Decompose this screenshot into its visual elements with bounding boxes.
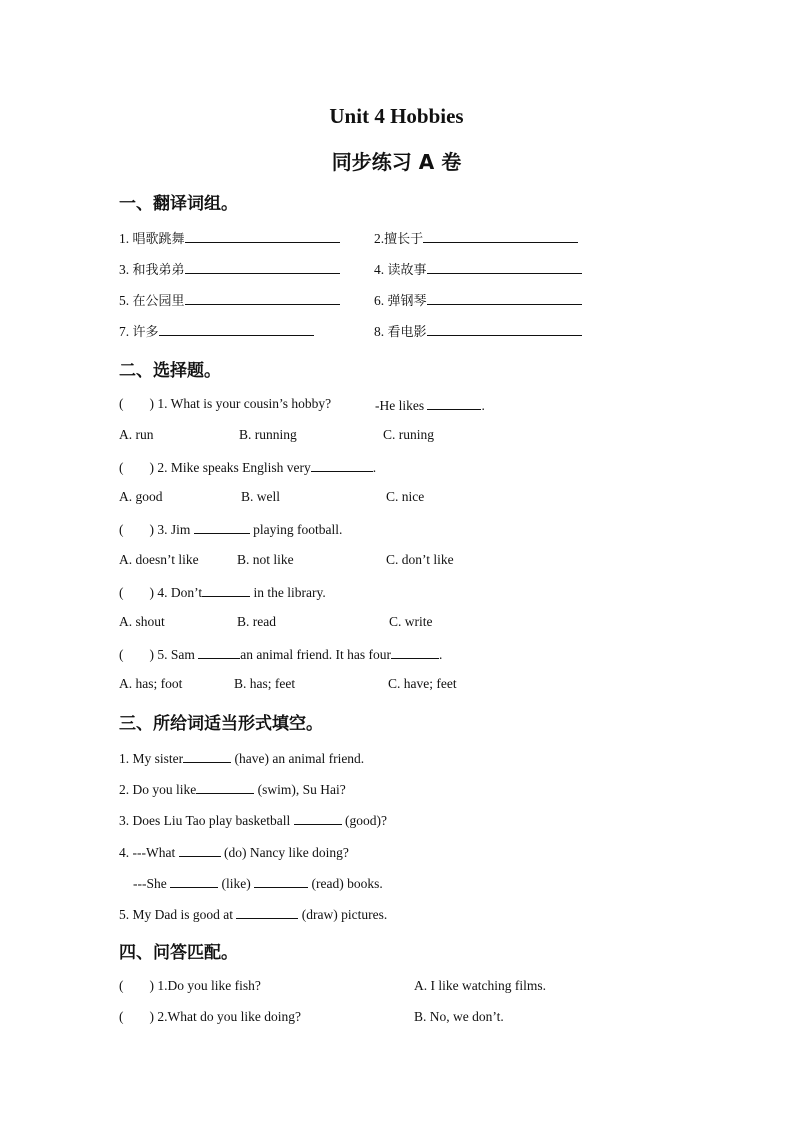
answer-paren-close: )	[149, 647, 154, 662]
item-text: 弹钢琴	[387, 294, 427, 309]
item-text: 唱歌跳舞	[132, 232, 185, 247]
translate-item-8	[374, 321, 582, 340]
item-text: 看电影	[387, 325, 427, 340]
item-number: 4.	[374, 262, 385, 277]
option-c[interactable]: C. runing	[383, 427, 435, 442]
option-a[interactable]: A. run	[119, 427, 154, 442]
answer-blank[interactable]	[254, 874, 308, 888]
item-number: 8.	[374, 324, 385, 339]
match-answer-a: A. I like watching films.	[414, 978, 546, 993]
translate-item-4	[374, 259, 582, 278]
answer-blank[interactable]	[311, 458, 373, 472]
answer-blank[interactable]	[196, 780, 254, 794]
option-b[interactable]: B. read	[237, 614, 276, 629]
fill-item-1	[119, 749, 364, 767]
item-number: 3.	[119, 262, 130, 277]
choice-question-4	[119, 583, 326, 601]
page-title: Unit 4 Hobbies	[329, 104, 464, 128]
fill-item-4-response	[133, 874, 383, 892]
answer-blank[interactable]	[202, 583, 250, 597]
translate-item-3	[119, 259, 340, 278]
translate-item-2	[374, 228, 578, 247]
item-text: (do) Nancy like doing?	[223, 845, 349, 860]
answer-paren-open: (	[119, 1009, 124, 1024]
section-1-heading: 一、翻译词组。	[119, 194, 238, 214]
question-text: .	[372, 460, 377, 475]
answer-blank[interactable]	[427, 291, 582, 305]
item-number: 2.	[374, 231, 385, 246]
section-3-heading: 三、所给词适当形式填空。	[119, 714, 323, 734]
item-number: 1.	[119, 231, 130, 246]
fill-item-2	[119, 780, 346, 798]
answer-paren-open: (	[119, 522, 124, 537]
answer-paren-close: )	[149, 1009, 154, 1024]
item-text: 3. Does Liu Tao play basketball	[119, 813, 291, 828]
answer-blank[interactable]	[198, 645, 240, 659]
item-text: (good)?	[345, 813, 388, 828]
match-question-2	[119, 1009, 301, 1025]
option-a[interactable]: A. shout	[119, 614, 165, 629]
answer-blank[interactable]	[159, 322, 314, 336]
item-text: 在公园里	[132, 294, 185, 309]
choice-question-1	[119, 396, 331, 412]
answer-paren-open: (	[119, 460, 124, 475]
option-c[interactable]: C. nice	[386, 489, 425, 504]
item-number: 5.	[119, 293, 130, 308]
answer-blank[interactable]	[391, 645, 439, 659]
question-text: 3. Jim	[157, 522, 191, 537]
option-c[interactable]: C. don’t like	[386, 552, 454, 567]
question-text: 2.What do you like doing?	[157, 1009, 301, 1024]
item-text: 和我弟弟	[132, 263, 185, 278]
answer-blank[interactable]	[185, 291, 340, 305]
item-number: 6.	[374, 293, 385, 308]
answer-blank[interactable]	[185, 229, 340, 243]
question-text: 4. Don’t	[157, 585, 203, 600]
answer-paren-close: )	[149, 460, 154, 475]
option-c[interactable]: C. have; feet	[388, 676, 457, 691]
fill-item-5	[119, 905, 387, 923]
option-a[interactable]: A. doesn’t like	[119, 552, 199, 567]
item-text: 读故事	[387, 263, 427, 278]
answer-blank[interactable]	[185, 260, 340, 274]
option-b[interactable]: B. not like	[237, 552, 294, 567]
item-text: 4. ---What	[119, 845, 176, 860]
answer-blank[interactable]	[427, 396, 481, 410]
translate-item-1	[119, 228, 340, 247]
question-text: 5. Sam	[157, 647, 195, 662]
section-2-heading: 二、选择题。	[119, 361, 221, 381]
translate-item-5	[119, 290, 340, 309]
fill-item-3	[119, 811, 387, 829]
answer-paren-close: )	[149, 978, 154, 993]
translate-item-7	[119, 321, 314, 340]
question-text: .	[481, 398, 485, 413]
item-text: 擅长于	[384, 232, 424, 247]
item-text: 2. Do you like	[119, 782, 197, 797]
option-b[interactable]: B. running	[239, 427, 297, 442]
answer-paren-open: (	[119, 585, 124, 600]
question-text: an animal friend. It has four	[240, 647, 391, 662]
item-text: 许多	[132, 325, 159, 340]
answer-blank[interactable]	[427, 260, 582, 274]
option-b[interactable]: B. well	[241, 489, 280, 504]
choice-question-5	[119, 645, 442, 663]
answer-blank[interactable]	[427, 322, 582, 336]
answer-paren-close: )	[149, 585, 154, 600]
answer-blank[interactable]	[294, 811, 342, 825]
option-a[interactable]: A. good	[119, 489, 163, 504]
item-text: ---She	[133, 876, 167, 891]
choice-question-1-response	[375, 396, 485, 414]
answer-paren-close: )	[149, 396, 154, 411]
answer-blank[interactable]	[170, 874, 218, 888]
option-b[interactable]: B. has; feet	[234, 676, 296, 691]
match-answer-b: B. No, we don’t.	[414, 1009, 504, 1024]
section-4-heading: 四、问答匹配。	[119, 943, 238, 963]
answer-paren-close: )	[149, 522, 154, 537]
translate-item-6	[374, 290, 582, 309]
question-text: 2. Mike speaks English very	[157, 460, 311, 475]
answer-blank[interactable]	[236, 905, 298, 919]
choice-question-3	[119, 520, 342, 538]
question-text: .	[438, 647, 443, 662]
question-text: playing football.	[253, 522, 343, 537]
question-text: 1. What is your cousin’s hobby?	[157, 396, 332, 411]
item-text: 5. My Dad is good at	[119, 907, 233, 922]
item-text: (swim), Su Hai?	[257, 782, 346, 797]
page-subtitle: 同步练习 A 卷	[331, 150, 462, 174]
option-a[interactable]: A. has; foot	[119, 676, 183, 691]
choice-question-2	[119, 458, 376, 476]
fill-item-4	[119, 843, 349, 861]
answer-paren-open: (	[119, 647, 124, 662]
item-text: (draw) pictures.	[301, 907, 388, 922]
question-text: 1.Do you like fish?	[157, 978, 261, 993]
item-text: (like)	[221, 876, 251, 891]
answer-blank[interactable]	[423, 229, 578, 243]
answer-blank[interactable]	[194, 520, 250, 534]
match-question-1	[119, 978, 261, 994]
item-text: 1. My sister	[119, 751, 184, 766]
answer-blank[interactable]	[179, 843, 221, 857]
item-text: (read) books.	[311, 876, 383, 891]
item-number: 7.	[119, 324, 130, 339]
option-c[interactable]: C. write	[389, 614, 433, 629]
answer-blank[interactable]	[183, 749, 231, 763]
answer-paren-open: (	[119, 978, 124, 993]
item-text: (have) an animal friend.	[234, 751, 365, 766]
question-text: in the library.	[253, 585, 326, 600]
answer-paren-open: (	[119, 396, 124, 411]
question-text: -He likes	[375, 398, 425, 413]
